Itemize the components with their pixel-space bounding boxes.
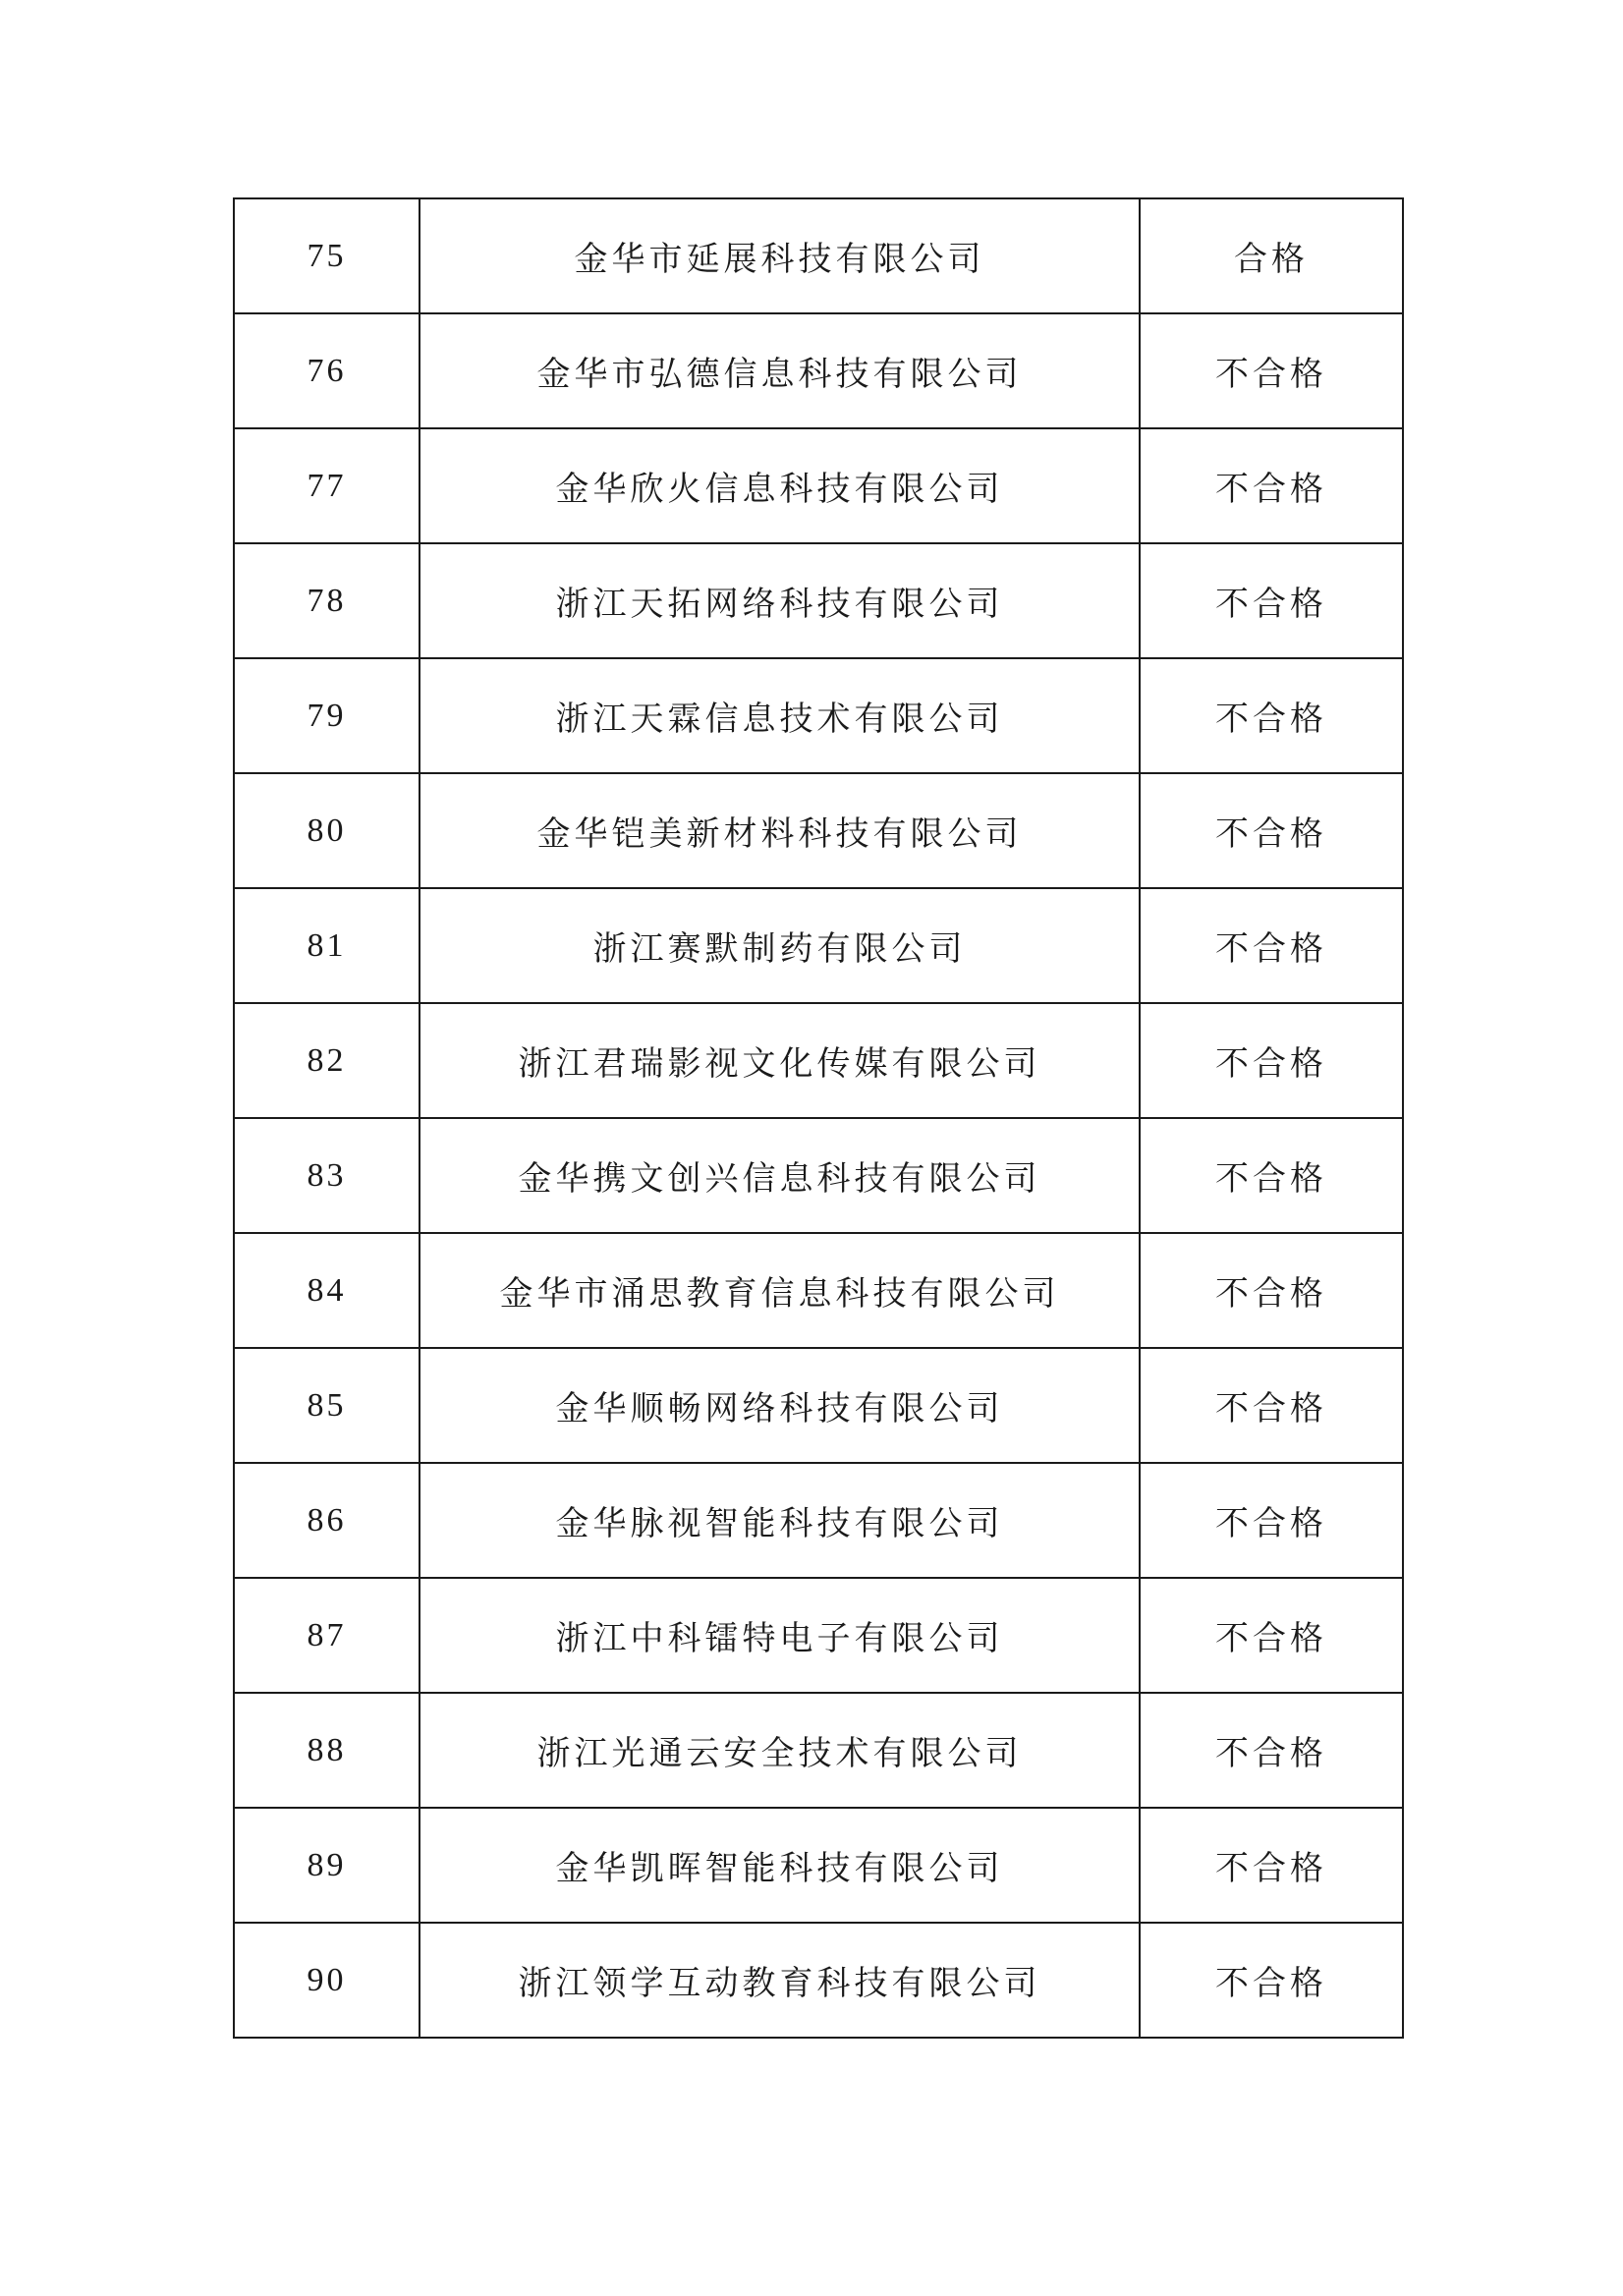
company-name: 浙江天拓网络科技有限公司	[420, 543, 1140, 658]
inspection-result: 不合格	[1140, 1463, 1403, 1578]
table-row	[234, 658, 1403, 773]
table-row	[234, 1463, 1403, 1578]
table-row	[234, 1118, 1403, 1233]
company-name: 金华携文创兴信息科技有限公司	[420, 1118, 1140, 1233]
row-number: 75	[234, 198, 420, 313]
table-row	[234, 1808, 1403, 1923]
row-number: 80	[234, 773, 420, 888]
row-number: 79	[234, 658, 420, 773]
inspection-result: 不合格	[1140, 543, 1403, 658]
company-name: 金华脉视智能科技有限公司	[420, 1463, 1140, 1578]
company-name: 金华铠美新材料科技有限公司	[420, 773, 1140, 888]
inspection-result: 不合格	[1140, 1693, 1403, 1808]
inspection-result: 合格	[1140, 198, 1403, 313]
table-row	[234, 1923, 1403, 2038]
row-number: 90	[234, 1923, 420, 2038]
table-row	[234, 543, 1403, 658]
row-number: 87	[234, 1578, 420, 1693]
row-number: 81	[234, 888, 420, 1003]
company-name: 金华欣火信息科技有限公司	[420, 428, 1140, 543]
inspection-result: 不合格	[1140, 1923, 1403, 2038]
company-name: 金华市弘德信息科技有限公司	[420, 313, 1140, 428]
inspection-result: 不合格	[1140, 313, 1403, 428]
inspection-result: 不合格	[1140, 1118, 1403, 1233]
table-row	[234, 773, 1403, 888]
company-name: 浙江中科镭特电子有限公司	[420, 1578, 1140, 1693]
inspection-result: 不合格	[1140, 1578, 1403, 1693]
company-name: 金华市涌思教育信息科技有限公司	[420, 1233, 1140, 1348]
inspection-result: 不合格	[1140, 773, 1403, 888]
table-row	[234, 1233, 1403, 1348]
table-row	[234, 1003, 1403, 1118]
table-row	[234, 888, 1403, 1003]
company-name: 金华凯晖智能科技有限公司	[420, 1808, 1140, 1923]
table-row	[234, 1693, 1403, 1808]
row-number: 76	[234, 313, 420, 428]
row-number: 89	[234, 1808, 420, 1923]
table-row	[234, 1578, 1403, 1693]
table-row	[234, 428, 1403, 543]
row-number: 77	[234, 428, 420, 543]
company-name: 浙江赛默制药有限公司	[420, 888, 1140, 1003]
row-number: 84	[234, 1233, 420, 1348]
row-number: 83	[234, 1118, 420, 1233]
company-name: 浙江君瑞影视文化传媒有限公司	[420, 1003, 1140, 1118]
inspection-result: 不合格	[1140, 1348, 1403, 1463]
table-row	[234, 1348, 1403, 1463]
row-number: 78	[234, 543, 420, 658]
table-row	[234, 313, 1403, 428]
row-number: 82	[234, 1003, 420, 1118]
inspection-result: 不合格	[1140, 1808, 1403, 1923]
inspection-result: 不合格	[1140, 888, 1403, 1003]
row-number: 86	[234, 1463, 420, 1578]
inspection-result: 不合格	[1140, 658, 1403, 773]
results-table	[233, 197, 1404, 2039]
inspection-result: 不合格	[1140, 1233, 1403, 1348]
inspection-result: 不合格	[1140, 1003, 1403, 1118]
row-number: 88	[234, 1693, 420, 1808]
company-name: 金华市延展科技有限公司	[420, 198, 1140, 313]
company-name: 浙江领学互动教育科技有限公司	[420, 1923, 1140, 2038]
company-name: 浙江光通云安全技术有限公司	[420, 1693, 1140, 1808]
company-name: 浙江天霖信息技术有限公司	[420, 658, 1140, 773]
company-name: 金华顺畅网络科技有限公司	[420, 1348, 1140, 1463]
results-table-body	[234, 198, 1403, 2038]
table-row	[234, 198, 1403, 313]
row-number: 85	[234, 1348, 420, 1463]
inspection-result: 不合格	[1140, 428, 1403, 543]
